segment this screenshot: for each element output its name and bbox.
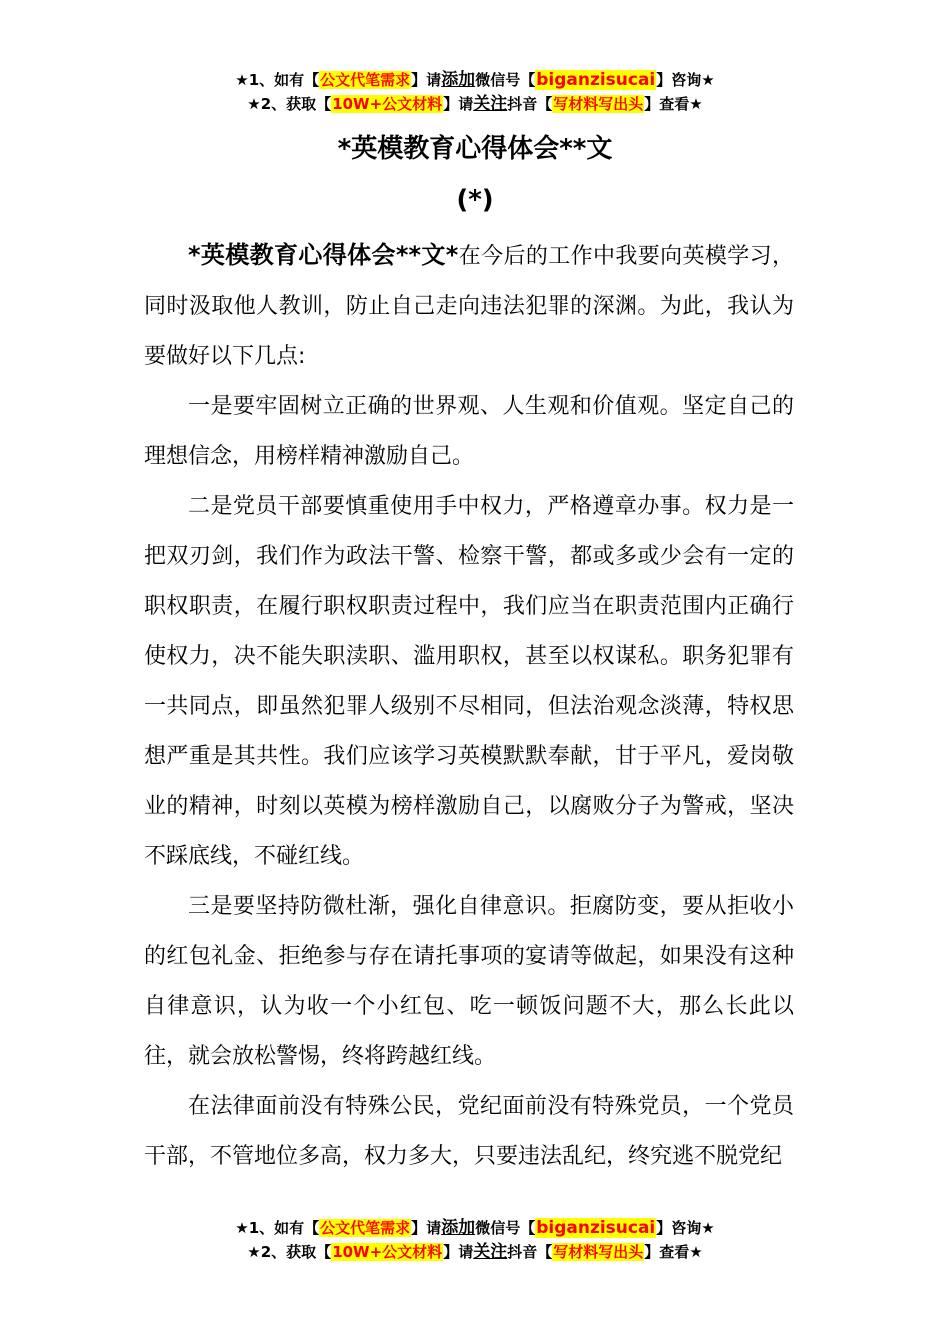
header-banner (0, 68, 950, 116)
banner-line-2: ★2、获取【10W+公文材料】请关注抖音【写材料写出头】查看★ (247, 94, 703, 114)
footer-highlight-douyin-account: 写材料写出头 (553, 1243, 644, 1261)
footer-banner-line-1: ★1、如有【公文代笔需求】请添加微信号【biganzisucai】咨询★ (235, 1218, 715, 1238)
document-body (144, 230, 794, 1182)
footer-highlight-service: 公文代笔需求 (320, 1219, 411, 1237)
paragraph-closing: 在法律面前没有特殊公民，党纪面前没有特殊党员，一个党员干部，不管地位多高，权力多大，只要违法乱纪，终究逃不脱党纪 (144, 1094, 794, 1169)
banner-line-1: ★1、如有【公文代笔需求】请添加微信号【biganzisucai】咨询★ (235, 70, 715, 90)
highlight-service: 公文代笔需求 (320, 71, 411, 89)
highlight-materials: 10W+公文材料 (332, 95, 443, 113)
footer-highlight-wechat-id: biganzisucai (536, 1218, 656, 1238)
paragraph-point-3: 三是要坚持防微杜渐，强化自律意识。拒腐防变，要从拒收小的红包礼金、拒绝参与存在请托事项的宴请等做起，如果没有这种自律意识，认为收一个小红包、吃一顿饭问题不大，那么长此以往，就会放松警惕，终将跨越红线。 (144, 894, 794, 1069)
paragraph-point-1: 一是要牢固树立正确的世界观、人生观和价值观。坚定自己的理想信念，用榜样精神激励自己。 (144, 394, 794, 469)
paragraph-point-2: 二是党员干部要慎重使用手中权力，严格遵章办事。权力是一把双刃剑，我们作为政法干警、检察干警，都或多或少会有一定的职权职责，在履行职权职责过程中，我们应当在职责范围内正确行使权力，决不能失职渎职、滥用职权，甚至以权谋私。职务犯罪有一共同点，即虽然犯罪人级别不尽相同，但法治观念淡薄，特权思想严重是其共性。我们应该学习英模默默奉献，甘于平凡，爱岗敬业的精神，时刻以英模为榜样激励自己，以腐败分子为警戒，坚决不踩底线，不碰红线。 (144, 494, 794, 869)
highlight-douyin-account: 写材料写出头 (553, 95, 644, 113)
footer-banner (0, 1216, 950, 1264)
footer-highlight-materials: 10W+公文材料 (332, 1243, 443, 1261)
highlight-wechat-id: biganzisucai (536, 70, 656, 90)
document-subtitle: (*) (456, 185, 494, 215)
footer-banner-line-2: ★2、获取【10W+公文材料】请关注抖音【写材料写出头】查看★ (247, 1242, 703, 1262)
paragraph-intro: *英模教育心得体会**文*在今后的工作中我要向英模学习，同时汲取他人教训，防止自己走向违法犯罪的深渊。为此，我认为要做好以下几点: (144, 241, 794, 369)
document-title: *英模教育心得体会**文 (337, 134, 613, 164)
lead-bold-text: *英模教育心得体会**文* (188, 241, 459, 269)
